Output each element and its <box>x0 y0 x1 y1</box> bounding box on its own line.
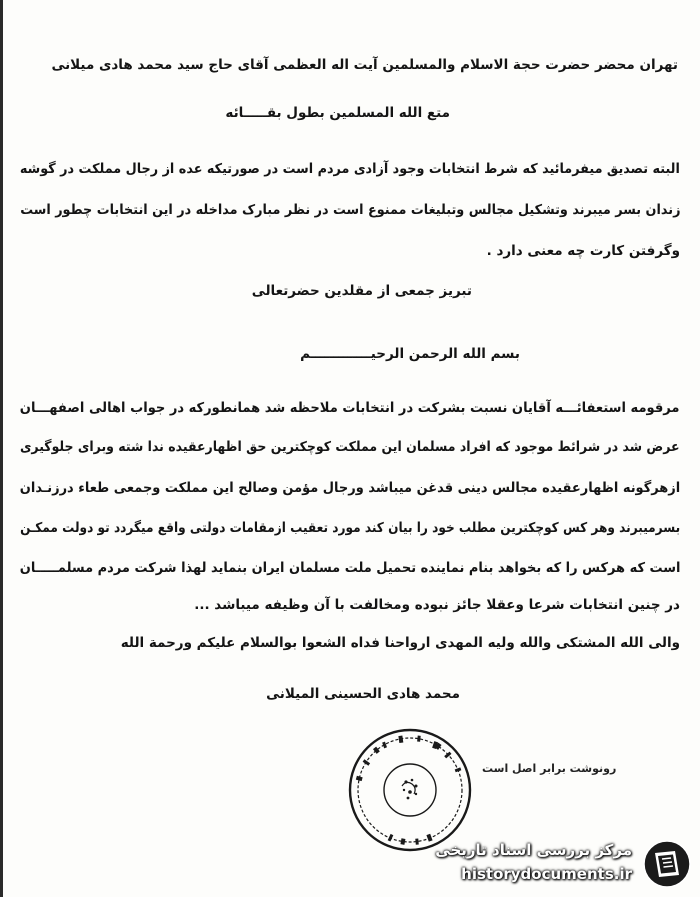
question-line-3: وگرفتن کارت چه معنی دارد . <box>486 243 680 259</box>
answer-line-4: بسرمیبرند وهر کس کوچکترین مطلب خود را بیان کند مورد تعقیب ازمقامات دولتی واقع میگردد تو دولت ممکـن <box>20 520 680 536</box>
scan-edge <box>0 0 3 897</box>
letter-greeting: متع الله المسلمین بطول بقـــــائه <box>225 105 450 121</box>
question-signature: تبریز جمعی از مقلدین حضرتعالی <box>251 283 472 299</box>
basmala: بسم الله الرحمن الرحیـــــــــــــم <box>300 346 520 362</box>
answer-line-2: عرض شد در شرائط موجود که افراد مسلمان این مملکت کوچکترین حق اظهارعقیده ندا شته وبرای جلوگیری <box>20 439 680 455</box>
answer-line-3: ازهرگونه اظهارعقیده مجالس دینی قدغن میباشد ورجال مؤمن وصالح این مملکت وجمعی طعاء درزنـدان <box>19 480 680 496</box>
answer-line-1: مرقومه استعفائـــه آقایان نسبت بشرکت در انتخابات ملاحظه شد همانطورکه در جواب اهالی اصفهـــان <box>20 400 680 416</box>
sender-name: محمد هادی الحسینی المیلانی <box>266 686 460 702</box>
answer-line-6: در چنین انتخابات شرعا وعقلا جائز نبوده ومخالفت با آن وظیفه میباشد ... <box>194 597 680 613</box>
letter-address: تهران محضر حضرت حجة الاسلام والمسلمین آیت اله العظمی آقای حاج سید محمد هادی میلانی <box>51 57 678 73</box>
question-line-1: البته تصدیق میفرمائید که شرط انتخابات وجود آزادی مردم است در صورتیکه عده از رجال مملکت در گوشه <box>20 161 680 177</box>
archive-url: historydocuments.ir <box>461 865 632 883</box>
archive-title: مرکز بررسی اسناد تاریخی <box>435 841 632 859</box>
archive-watermark <box>402 833 692 891</box>
archive-emblem-icon <box>642 839 692 889</box>
question-line-2: زندان بسر میبرند وتشکیل مجالس وتبلیغات ممنوع است در نظر مبارک مداخله در این انتخابات چطور است <box>19 202 680 218</box>
copy-note: رونوشت برابر اصل است <box>482 762 617 775</box>
answer-line-5: است که هرکس را که بخواهد بنام نماینده تحمیل ملت مسلمان ایران بنماید لهذا شرکت مردم مسلمـــــان <box>19 560 680 576</box>
closing-line: والی الله المشتکی والله ولیه المهدی ارواحنا فداه الشعوا بوالسلام علیکم ورحمة الله <box>120 635 680 651</box>
